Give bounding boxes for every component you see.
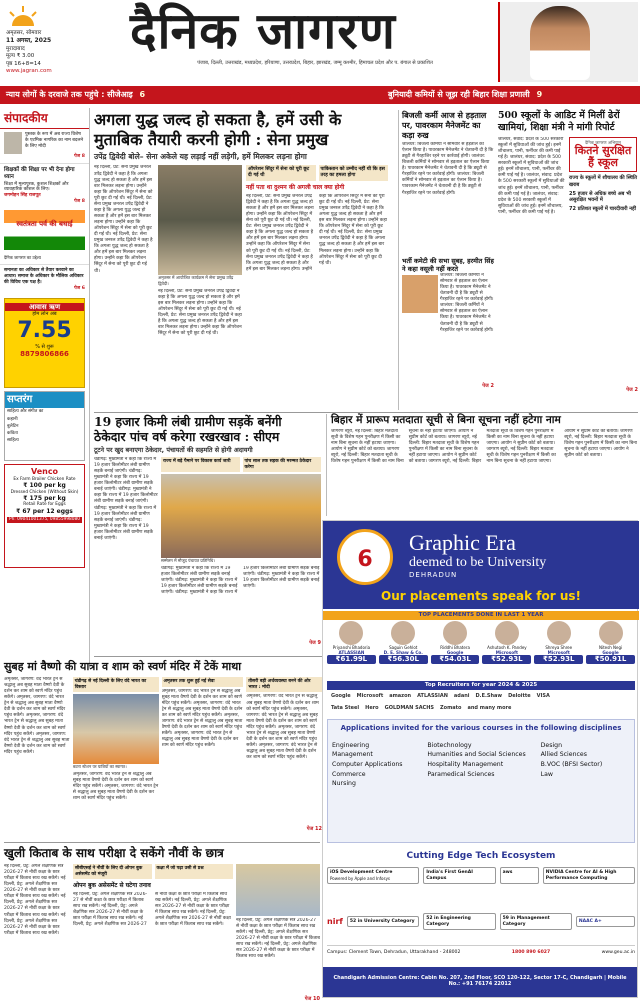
page-ref[interactable]: पेज 8: [74, 154, 85, 159]
home-loan-ad[interactable]: आवास ऋण होम लोन अब 7.55 % से शुरू 8879806866: [4, 298, 85, 388]
vande-bharat-photo: [73, 694, 159, 764]
ge-phone[interactable]: 1800 890 6027: [511, 950, 551, 955]
venco-ad[interactable]: Venco Ex Farm Broiler Chicken Rate ₹ 100 per kg Dressed Chicken (Without Skin) ₹ 175 per kg Retail Rate for Eggs ₹ 67 per 12 eggs Ph: 09041001375, 09855998080: [4, 464, 85, 568]
edition-city: मुरादाबाद: [6, 45, 25, 52]
loan-phone[interactable]: 8879806866: [20, 349, 69, 358]
venco-phone[interactable]: Ph: 09041001375, 09855998080: [8, 517, 80, 523]
graphic-era-ad[interactable]: [322, 520, 638, 998]
divider: [94, 412, 638, 413]
edition-meta: [6, 30, 76, 76]
book-section: ओपन बुक असेसमेंट से घटेगा तनाव: [73, 882, 151, 890]
ge-website[interactable]: www.geu.ac.in: [601, 950, 635, 955]
ge-tagline: Our placements speak for us!: [381, 589, 581, 603]
promo-right[interactable]: बुनियादी कमियों से जूझ रही बिहार शिक्षा प्रणाली 9: [388, 90, 543, 99]
vaishno-headline[interactable]: सुबह मां वैष्णो की यात्रा व शाम को स्वर्ण मंदिर में टेकें माथा: [4, 660, 242, 673]
schools-story: 500 स्कूलों के आडिट में मिलीं ढेरों खामियां, शिक्षा मंत्री ने मांगी रिपोर्ट जालंधर, संवाद: प्रदेश के 500 सरकारी स्कूलों में सुविधाओं की जांच हुई। इनमें शौचालय, पानी, फर्नीचर की कमी पाई गई है। जालंधर, संवाद: प्रदेश के 500 सरकारी स्कूलों में सुविधाओं की जांच हुई। इनमें शौचालय, पानी, फर्नीचर की कमी पाई गई है। जालंधर, संवाद: प्रदेश के 500 सरकारी स्कूलों में सुविधाओं की जांच हुई। इनमें शौचालय, पानी, फर्नीचर की कमी पाई गई है। जालंधर, संवाद: प्रदेश के 500 सरकारी स्कूलों में सुविधाओं की जांच हुई। इनमें शौचालय, पानी, फर्नीचर की कमी पाई गई है। दैनिक जागरण अभियान कितने सुरक्षित हैं स्कूल राज्य के स्कूलों में शौचालय की स्थिति खराब 25 हजार से अधिक बच्चे अब भी असुरक्षित भवनों में 72 प्रतिशत स्कूलों में चारदीवारी नहीं पेज 2: [498, 110, 638, 393]
editorial-item: पुस्तक के रूप में अब राज्य विशेष के एटमिक नागरिक का नाम बदलने के लिए मोदी पेज 8: [0, 129, 89, 163]
lead-section: नहीं पता था दुश्मन की अगली चाल क्या होगी: [246, 184, 345, 192]
roads-headline[interactable]: 19 हजार किमी लंबी ग्रामीण सड़कें बनेंगी ठेकेदार पांच वर्ष करेगा रखरखाव : सीएम: [94, 414, 282, 444]
students-photo: [236, 864, 320, 916]
lead-box: ऑपरेशन सिंदूर में सेना को पूरी छूट दी गई थी: [246, 165, 316, 181]
strike-headline[interactable]: बिजली कर्मी आज से हड़ताल पर, पावरकाम मैनेजमेंट का कड़ा रुख: [402, 110, 487, 140]
vaishno-box: अमृतसर तक शुरू हुई नई सेवा: [162, 677, 244, 687]
ge-recruiters-label: Top Recruiters for year 2024 & 2025: [327, 681, 635, 690]
book-headline[interactable]: खुली किताब के साथ परीक्षा दे सकेंगे नौवीं के छात्र: [4, 846, 224, 860]
photo-caption: कटरा स्टेशन पर यात्रियों का स्वागत।: [72, 764, 127, 770]
ge-package-card: Ashutosh K. Pandey Microsoft ₹52.93L: [482, 621, 531, 664]
page-ref[interactable]: पेज 9: [309, 640, 321, 647]
ge-package-card: Riddhi Bhatera Google ₹54.03L: [431, 621, 480, 664]
author-name: जगमोहन सिंह राजपूत: [4, 193, 41, 199]
lead-body: नई दिल्ली, प्रेट: सेना प्रमुख जनरल उपेंद्र द्विवेदी ने कहा है कि अगला युद्ध जल्द हो सकता है और हमें इस बार मिलकर लड़ना होगा। उन्होंने कहा कि ऑपरेशन सिंदूर में सेना को पूरी छूट दी गई थी। नई दिल्ली, प्रेट: सेना प्रमुख जनरल उपेंद्र द्विवेदी ने कहा है कि अगला युद्ध जल्द हो सकता है और हमें इस बार मिलकर लड़ना होगा। उन्होंने कहा कि ऑपरेशन सिंदूर में सेना को पूरी छूट दी गई थी। नई दिल्ली, प्रेट: सेना प्रमुख जनरल उपेंद्र द्विवेदी ने कहा है कि अगला युद्ध जल्द हो सकता है और हमें इस बार मिलकर लड़ना होगा। उन्होंने कहा कि ऑपरेशन सिंदूर में सेना को पूरी छूट दी गई थी।: [94, 165, 153, 274]
book-box: सीबीएसई ने नौवीं के लिए दी ओपन बुक असेसमेंट को मंजूरी: [73, 864, 152, 879]
page-ref[interactable]: पेज 2: [482, 383, 494, 389]
page-ref[interactable]: पेज 2: [626, 387, 638, 393]
divider: [94, 656, 322, 657]
vaishno-story: सुबह मां वैष्णो की यात्रा व शाम को स्वर्ण मंदिर में टेकें माथा अमृतसर, जागरण: वंदे भारत ट्रेन से श्रद्धालु अब सुबह माता वैष्णो देवी के दर्शन कर शाम को स्वर्ण मंदिर पहुंच सकेंगे। अमृतसर, जागरण: वंदे भारत ट्रेन से श्रद्धालु अब सुबह माता वैष्णो देवी के दर्शन कर शाम को स्वर्ण मंदिर पहुंच सकेंगे। अमृतसर, जागरण: वंदे भारत ट्रेन से श्रद्धालु अब सुबह माता वैष्णो देवी के दर्शन कर शाम को स्वर्ण मंदिर पहुंच सकेंगे। अमृतसर, जागरण: वंदे भारत ट्रेन से श्रद्धालु अब सुबह माता वैष्णो देवी के दर्शन कर शाम को स्वर्ण मंदिर पहुंच सकेंगे। चंडीगढ़ से नई दिल्ली के लिए वंदे भारत का विस्तार कटरा स्टेशन पर यात्रियों का स्वागत। अमृतसर, जागरण: वंदे भारत ट्रेन से श्रद्धालु अब सुबह माता वैष्णो देवी के दर्शन कर शाम को स्वर्ण मंदिर पहुंच सकेंगे। अमृतसर, जागरण: वंदे भारत ट्रेन से श्रद्धालु अब सुबह माता वैष्णो देवी के दर्शन कर शाम को स्वर्ण मंदिर पहुंच सकेंगे। अमृतसर तक शुरू हुई नई सेवा अमृतसर, जागरण: वंदे भारत ट्रेन से श्रद्धालु अब सुबह माता वैष्णो देवी के दर्शन कर शाम को स्वर्ण मंदिर पहुंच सकेंगे। अमृतसर, जागरण: वंदे भारत ट्रेन से श्रद्धालु अब सुबह माता वैष्णो देवी के दर्शन कर शाम को स्वर्ण मंदिर पहुंच सकेंगे। अमृतसर, जागरण: वंदे भारत ट्रेन से श्रद्धालु अब सुबह माता वैष्णो देवी के दर्शन कर शाम को स्वर्ण मंदिर पहुंच सकेंगे। अमृतसर, जागरण: वंदे भारत ट्रेन से श्रद्धालु अब सुबह माता वैष्णो देवी के दर्शन कर शाम को स्वर्ण मंदिर पहुंच सकेंगे। तीसरी बड़ी अर्थव्यवस्था बनने की ओर भारत : मोदी अमृतसर, जागरण: वंदे भारत ट्रेन से श्रद्धालु अब सुबह माता वैष्णो देवी के दर्शन कर शाम को स्वर्ण मंदिर पहुंच सकेंगे। अमृतसर, जागरण: वंदे भारत ट्रेन से श्रद्धालु अब सुबह माता वैष्णो देवी के दर्शन कर शाम को स्वर्ण मंदिर पहुंच सकेंगे। अमृतसर, जागरण: वंदे भारत ट्रेन से श्रद्धालु अब सुबह माता वैष्णो देवी के दर्शन कर शाम को स्वर्ण मंदिर पहुंच सकेंगे। अमृतसर, जागरण: वंदे भारत ट्रेन से श्रद्धालु अब सुबह माता वैष्णो देवी के दर्शन कर शाम को स्वर्ण मंदिर पहुंच सकेंगे। पेज 12: [4, 660, 322, 833]
ge-recruiters: Tata Steel Hero GOLDMAN SACHS Zomato and many more: [331, 705, 512, 711]
minister-photo: [402, 275, 438, 313]
strike-sub[interactable]: भर्ती कमेटी की सभा सुबह, हरमीत सिंह ने कहा वसूली नहीं करते: [402, 257, 494, 273]
vaishno-box: तीसरी बड़ी अर्थव्यवस्था बनने की ओर भारत : मोदी: [246, 677, 322, 692]
ge-header: [323, 521, 639, 609]
ge-package-card: Nitesh Negi Google ₹50.91L: [586, 621, 635, 664]
ge-package-card: Saguin Gehlot D. E. Shaw & Co. ₹56.30L: [379, 621, 428, 664]
roads-box: राज्य में बड़े पैमाने पर विकास कार्य जारी: [161, 457, 240, 472]
portrait-photo: [530, 6, 590, 80]
lead-story: अगला युद्ध जल्द हो सकता है, हमें उसी के मुताबिक तैयारी करनी होगी : सेना प्रमुख उपेंद्र द्विवेदी बोले– सेना अकेले यह लड़ाई नहीं लड़ेगी, हमें मिलकर लड़ना होगा नई दिल्ली, प्रेट: सेना प्रमुख जनरल उपेंद्र द्विवेदी ने कहा है कि अगला युद्ध जल्द हो सकता है और हमें इस बार मिलकर लड़ना होगा। उन्होंने कहा कि ऑपरेशन सिंदूर में सेना को पूरी छूट दी गई थी। नई दिल्ली, प्रेट: सेना प्रमुख जनरल उपेंद्र द्विवेदी ने कहा है कि अगला युद्ध जल्द हो सकता है और हमें इस बार मिलकर लड़ना होगा। उन्होंने कहा कि ऑपरेशन सिंदूर में सेना को पूरी छूट दी गई थी। नई दिल्ली, प्रेट: सेना प्रमुख जनरल उपेंद्र द्विवेदी ने कहा है कि अगला युद्ध जल्द हो सकता है और हमें इस बार मिलकर लड़ना होगा। उन्होंने कहा कि ऑपरेशन सिंदूर में सेना को पूरी छूट दी गई थी। अमृतसर में आयोजित कार्यक्रम में सेना प्रमुख उपेंद्र द्विवेदी। नई दिल्ली, प्रेट: सेना प्रमुख जनरल उपेंद्र द्विवेदी ने कहा है कि अगला युद्ध जल्द हो सकता है और हमें इस बार मिलकर लड़ना होगा। उन्होंने कहा कि ऑपरेशन सिंदूर में सेना को पूरी छूट दी गई थी। नई दिल्ली, प्रेट: सेना प्रमुख जनरल उपेंद्र द्विवेदी ने कहा है कि अगला युद्ध जल्द हो सकता है और हमें इस बार मिलकर लड़ना होगा। उन्होंने कहा कि ऑपरेशन सिंदूर में सेना को पूरी छूट दी गई थी। ऑपरेशन सिंदूर में सेना को पूरी छूट दी गई थी पाकिस्तान को उम्मीद नहीं थी कि इस तरह का हमला होगा नहीं पता था दुश्मन की अगली चाल क्या होगी नई दिल्ली, प्रेट: सेना प्रमुख जनरल उपेंद्र द्विवेदी ने कहा है कि अगला युद्ध जल्द हो सकता है और हमें इस बार मिलकर लड़ना होगा। उन्होंने कहा कि ऑपरेशन सिंदूर में सेना को पूरी छूट दी गई थी। नई दिल्ली, प्रेट: सेना प्रमुख जनरल उपेंद्र द्विवेदी ने कहा है कि अगला युद्ध जल्द हो सकता है और हमें इस बार मिलकर लड़ना होगा। उन्होंने कहा कि ऑपरेशन सिंदूर में सेना को पूरी छूट दी गई थी। नई दिल्ली, प्रेट: सेना प्रमुख जनरल उपेंद्र द्विवेदी ने कहा है कि अगला युद्ध जल्द हो सकता है और हमें इस बार मिलकर लड़ना होगा। उन्होंने कहा कि ऑपरेशन सिंदूर में सेना को पूरी छूट दी गई थी। नई दिल्ली, प्रेट: सेना प्रमुख जनरल उपेंद्र द्विवेदी ने कहा है कि अगला युद्ध जल्द हो सकता है और हमें इस बार मिलकर लड़ना होगा। उन्होंने कहा कि ऑपरेशन सिंदूर में सेना को पूरी छूट दी गई थी। नई दिल्ली, प्रेट: सेना प्रमुख जनरल उपेंद्र द्विवेदी ने कहा है कि अगला युद्ध जल्द हो सकता है और हमें इस बार मिलकर लड़ना होगा। उन्होंने कहा कि ऑपरेशन सिंदूर में सेना को पूरी छूट दी गई थी।: [94, 110, 392, 410]
ge-packages: [327, 621, 635, 664]
sun-logo-icon: [6, 6, 40, 26]
open-book-story: खुली किताब के साथ परीक्षा दे सकेंगे नौवीं के छात्र नई दिल्ली, प्रेट्र: अगले शैक्षणिक सत्र 2026-27 से नौवीं कक्षा के छात्र परीक्षा में किताब साथ रख सकेंगे। नई दिल्ली, प्रेट्र: अगले शैक्षणिक सत्र 2026-27 से नौवीं कक्षा के छात्र परीक्षा में किताब साथ रख सकेंगे। नई दिल्ली, प्रेट्र: अगले शैक्षणिक सत्र 2026-27 से नौवीं कक्षा के छात्र परीक्षा में किताब साथ रख सकेंगे। नई दिल्ली, प्रेट्र: अगले शैक्षणिक सत्र 2026-27 से नौवीं कक्षा के छात्र परीक्षा में किताब साथ रख सकेंगे। सीबीएसई ने नौवीं के लिए दी ओपन बुक असेसमेंट को मंजूरी कक्षा में जो पढ़ा उसी से प्रश्न ओपन बुक असेसमेंट से घटेगा तनाव नई दिल्ली, प्रेट्र: अगले शैक्षणिक सत्र 2026-27 से नौवीं कक्षा के छात्र परीक्षा में किताब साथ रख सकेंगे। नई दिल्ली, प्रेट्र: अगले शैक्षणिक सत्र 2026-27 से नौवीं कक्षा के छात्र परीक्षा में किताब साथ रख सकेंगे। नई दिल्ली, प्रेट्र: अगले शैक्षणिक सत्र 2026-27 से नौवीं कक्षा के छात्र परीक्षा में किताब साथ रख सकेंगे। नई दिल्ली, प्रेट्र: अगले शैक्षणिक सत्र 2026-27 से नौवीं कक्षा के छात्र परीक्षा में किताब साथ रख सकेंगे। नई दिल्ली, प्रेट्र: अगले शैक्षणिक सत्र 2026-27 से नौवीं कक्षा के छात्र परीक्षा में किताब साथ रख सकेंगे। नई दिल्ली, प्रेट्र: अगले शैक्षणिक सत्र 2026-27 से नौवीं कक्षा के छात्र परीक्षा में किताब साथ रख सकेंगे। नई दिल्ली, प्रेट्र: अगले शैक्षणिक सत्र 2026-27 से नौवीं कक्षा के छात्र परीक्षा में किताब साथ रख सकेंगे। नई दिल्ली, प्रेट्र: अगले शैक्षणिक सत्र 2026-27 से नौवीं कक्षा के छात्र परीक्षा में किताब साथ रख सकेंगे। पेज 10: [4, 846, 320, 1002]
saptarang-promo[interactable]: सप्तरंग साहित्य और संगीत का कहानी बुलेटिन कविता साहित्य: [4, 391, 85, 461]
day-date: अमृतसर, सोमवार: [6, 30, 42, 36]
school-point: 25 हजार से अधिक बच्चे अब भी असुरक्षित भवनों में: [569, 190, 631, 203]
page-ref[interactable]: पेज 8: [74, 199, 85, 205]
promo-left[interactable]: न्याय लोगों के दरवाजे तक पहुंचे : सीजेआइ 6: [6, 90, 146, 99]
panchayat-photo: [161, 474, 321, 558]
vaishno-box: चंडीगढ़ से नई दिल्ली के लिए वंदे भारत का विस्तार: [73, 677, 159, 692]
price: मूल्य ₹ 3.00: [6, 53, 35, 60]
bihar-story: बिहार में प्रारूप मतदाता सूची से बिना सूचना नहीं हटेगा नाम जागरण ब्यूरो, नई दिल्ली: बिहार मतदाता सूची के विशेष गहन पुनरीक्षण में किसी का नाम बिना सूचना के नहीं हटाया जाएगा। आयोग ने सुप्रीम कोर्ट को बताया। जागरण ब्यूरो, नई दिल्ली: बिहार मतदाता सूची के विशेष गहन पुनरीक्षण में किसी का नाम बिना सूचना के नहीं हटाया जाएगा। आयोग ने सुप्रीम कोर्ट को बताया। जागरण ब्यूरो, नई दिल्ली: बिहार मतदाता सूची के विशेष गहन पुनरीक्षण में किसी का नाम बिना सूचना के नहीं हटाया जाएगा। आयोग ने सुप्रीम कोर्ट को बताया। जागरण ब्यूरो, नई दिल्ली: बिहार मतदाता सूची के विशेष गहन पुनरीक्षण में किसी का नाम बिना सूचना के नहीं हटाया जाएगा। आयोग ने सुप्रीम कोर्ट को बताया। जागरण ब्यूरो, नई दिल्ली: बिहार मतदाता सूची के विशेष गहन पुनरीक्षण में किसी का नाम बिना सूचना के नहीं हटाया जाएगा। आयोग ने सुप्रीम कोर्ट को बताया। जागरण ब्यूरो, नई दिल्ली: बिहार मतदाता सूची के विशेष गहन पुनरीक्षण में किसी का नाम बिना सूचना के नहीं हटाया जाएगा। आयोग ने सुप्रीम कोर्ट को बताया।: [326, 414, 638, 516]
photo-caption: अमृतसर में आयोजित कार्यक्रम में सेना प्रमुख उपेंद्र द्विवेदी।: [158, 275, 234, 287]
roads-box: पांच साल तक सड़क की मरम्मत ठेकेदार करेगा: [243, 457, 322, 472]
roads-story: 19 हजार किमी लंबी ग्रामीण सड़कें बनेंगी ठेकेदार पांच वर्ष करेगा रखरखाव : सीएम टूटने पर खुद बनाएगा ठेकेदार, पंचायतों की सहमति से होगी अदायगी चंडीगढ़: मुख्यमंत्री ने कहा कि राज्य में 19 हजार किलोमीटर लंबी ग्रामीण सड़कें बनाई जाएंगी। चंडीगढ़: मुख्यमंत्री ने कहा कि राज्य में 19 हजार किलोमीटर लंबी ग्रामीण सड़कें बनाई जाएंगी। चंडीगढ़: मुख्यमंत्री ने कहा कि राज्य में 19 हजार किलोमीटर लंबी ग्रामीण सड़कें बनाई जाएंगी। चंडीगढ़: मुख्यमंत्री ने कहा कि राज्य में 19 हजार किलोमीटर लंबी ग्रामीण सड़कें बनाई जाएंगी। चंडीगढ़: मुख्यमंत्री ने कहा कि राज्य में 19 हजार किलोमीटर लंबी ग्रामीण सड़कें बनाई जाएंगी। राज्य में बड़े पैमाने पर विकास कार्य जारी पांच साल तक सड़क की मरम्मत ठेकेदार करेगा सम्मेलन में मौजूद पंचायत प्रतिनिधि। चंडीगढ़: मुख्यमंत्री ने कहा कि राज्य में 19 हजार किलोमीटर लंबी ग्रामीण सड़कें बनाई जाएंगी। चंडीगढ़: मुख्यमंत्री ने कहा कि राज्य में 19 हजार किलोमीटर लंबी ग्रामीण सड़कें बनाई जाएंगी। चंडीगढ़: मुख्यमंत्री ने कहा कि राज्य में 19 हजार किलोमीटर लंबी ग्रामीण सड़कें बनाई जाएंगी। चंडीगढ़: मुख्यमंत्री ने कहा कि राज्य में 19 हजार किलोमीटर लंबी ग्रामीण सड़कें बनाई जाएंगी। पेज 9: [94, 414, 321, 647]
editorial-head: संपादकीय: [0, 108, 89, 129]
issue-date: 11 अगस्त, 2025: [6, 37, 52, 45]
independence-badge: स्वतंत्रता पर्व की बधाई: [4, 210, 85, 250]
ge-city: DEHRADUN: [409, 571, 458, 579]
ge-rankings: nirf 52 in University Category 52 in Engineering Category 59 in Management Category NAAC A+: [327, 913, 635, 930]
editorial-item: शिक्षकों की शिक्षा पर भी देना होगा ध्यान शिक्षा में मूल्यपूरक, कुशल शिक्षकों और व्यावहारिक कौशल के लिए। जगमोहन सिंह राजपूत पेज 8: [0, 163, 89, 208]
roads-deck: टूटने पर खुद बनाएगा ठेकेदार, पंचायतों की सहमति से होगी अदायगी: [94, 446, 253, 454]
pages: पृष्ठ 16+8=14: [6, 60, 41, 67]
ge-admission: Chandigarh Admission Centre: Cabin No. 207, 2nd Floor, SCO 120-122, Sector 17-C, Chandigarh | Mobile No.: +91 76174 22012: [323, 967, 637, 997]
page-ref[interactable]: पेज 12: [306, 826, 322, 833]
lead-headline[interactable]: अगला युद्ध जल्द हो सकता है, हमें उसी के मुताबिक तैयारी करनी होगी : सेना प्रमुख: [94, 110, 342, 149]
masthead: [0, 0, 640, 84]
ge-sub: deemed to be University: [409, 555, 547, 570]
badge-sub: दैनिक जागरण का उद्देश्य: [4, 255, 41, 261]
book-box: कक्षा में जो पढ़ा उसी से प्रश्न: [155, 864, 234, 879]
ge-name: Graphic Era: [409, 530, 516, 555]
page-ref[interactable]: पेज 10: [304, 996, 320, 1002]
divider: [4, 842, 320, 843]
paper-title: दैनिक जागरण: [130, 1, 396, 60]
school-point: 72 प्रतिशत स्कूलों में चारदीवारी नहीं: [569, 206, 636, 213]
sidebar: [0, 108, 90, 668]
top-promo-bar: [0, 86, 640, 104]
power-strike-story: बिजली कर्मी आज से हड़ताल पर, पावरकाम मैनेजमेंट का कड़ा रुख जालंधर: बिजली कर्मियों ने सोमवार से हड़ताल का ऐलान किया है। पावरकाम मैनेजमेंट ने चेतावनी दी है कि ड्यूटी से गैरहाजिर रहने पर कार्रवाई होगी। जालंधर: बिजली कर्मियों ने सोमवार से हड़ताल का ऐलान किया है। पावरकाम मैनेजमेंट ने चेतावनी दी है कि ड्यूटी से गैरहाजिर रहने पर कार्रवाई होगी। जालंधर: बिजली कर्मियों ने सोमवार से हड़ताल का ऐलान किया है। पावरकाम मैनेजमेंट ने चेतावनी दी है कि ड्यूटी से गैरहाजिर रहने पर कार्रवाई होगी। भर्ती कमेटी की सभा सुबह, हरमीत सिंह ने कहा वसूली नहीं करते जालंधर: बिजली कर्मियों ने सोमवार से हड़ताल का ऐलान किया है। पावरकाम मैनेजमेंट ने चेतावनी दी है कि ड्यूटी से गैरहाजिर रहने पर कार्रवाई होगी। जालंधर: बिजली कर्मियों ने सोमवार से हड़ताल का ऐलान किया है। पावरकाम मैनेजमेंट ने चेतावनी दी है कि ड्यूटी से गैरहाजिर रहने पर कार्रवाई होगी। पेज 2: [398, 110, 494, 410]
schools-headline[interactable]: 500 स्कूलों के आडिट में मिलीं ढेरों खामियां, शिक्षा मंत्री ने मांगी रिपोर्ट: [498, 110, 620, 133]
army-chief-photo: [158, 165, 242, 275]
ge-footer: Campus: Clement Town, Dehradun, Uttarakhand - 248002 1800 890 6027 www.geu.ac.in: [327, 945, 635, 956]
photo-caption: सम्मेलन में मौजूद पंचायत प्रतिनिधि।: [161, 558, 215, 564]
lead-box: पाकिस्तान को उम्मीद नहीं थी कि इस तरह का हमला होगा: [319, 165, 389, 181]
editorial-item: समानता का अधिकार से तैयार करवाने का आधार। समाज के अधिकार के मौलिक अधिकार की विविध एक पक्ष है। पेज 6: [0, 264, 89, 295]
ge-recruiters: Google Microsoft amazon ATLASSIAN adani D.E.Shaw Deloitte VISA: [331, 693, 550, 699]
ge-tech-title: Cutting Edge Tech Ecosystem: [406, 851, 556, 861]
school-point: राज्य के स्कूलों में शौचालय की स्थिति खराब: [569, 175, 637, 188]
website[interactable]: www.jagran.com: [6, 68, 52, 75]
ge-package-card: Shreya Shree Microsoft ₹52.93L: [534, 621, 583, 664]
ge-courses: Applications invited for the various courses in the following disciplines Engineering Management Computer Applications Commerce Nursing Biotechnology Humanities and Social Sciences Hospitality Management Paramedical Sciences Design Allied Sciences B.VOC (BFSI Sector) Law: [327, 719, 635, 843]
ge-tech: iOS Development Centre Powered by Apple and Infosys India's First GenAI Campus aws NVIDIA Centre for AI & High Performance Computing: [327, 867, 635, 884]
ge-top-placements: TOP PLACEMENTS DONE IN LAST 1 YEAR: [323, 611, 639, 620]
page-ref[interactable]: पेज 6: [74, 285, 85, 291]
school-safety-badge: दैनिक जागरण अभियान कितने सुरक्षित हैं स्कूल: [569, 137, 637, 172]
edition-line: पंजाब, दिल्ली, उत्तराखंड, मध्यप्रदेश, हरियाणा, उत्तरप्रदेश, बिहार, झारखंड, जम्मू कश्मीर, हिमाचल प्रदेश और प. बंगाल से प्रकाशित: [197, 60, 433, 66]
bihar-headline[interactable]: बिहार में प्रारूप मतदाता सूची से बिना सूचना नहीं हटेगा नाम: [331, 414, 561, 426]
ge-emblem-icon: 6: [337, 529, 393, 585]
loan-rate: 7.55: [17, 317, 72, 343]
ge-package-card: Priyanshi Bhadoria ATLASSIAN ₹61.99L: [327, 621, 376, 664]
author-photo: [4, 132, 22, 154]
lead-deck: उपेंद्र द्विवेदी बोले– सेना अकेले यह लड़ाई नहीं लड़ेगी, हमें मिलकर लड़ना होगा: [94, 152, 307, 161]
